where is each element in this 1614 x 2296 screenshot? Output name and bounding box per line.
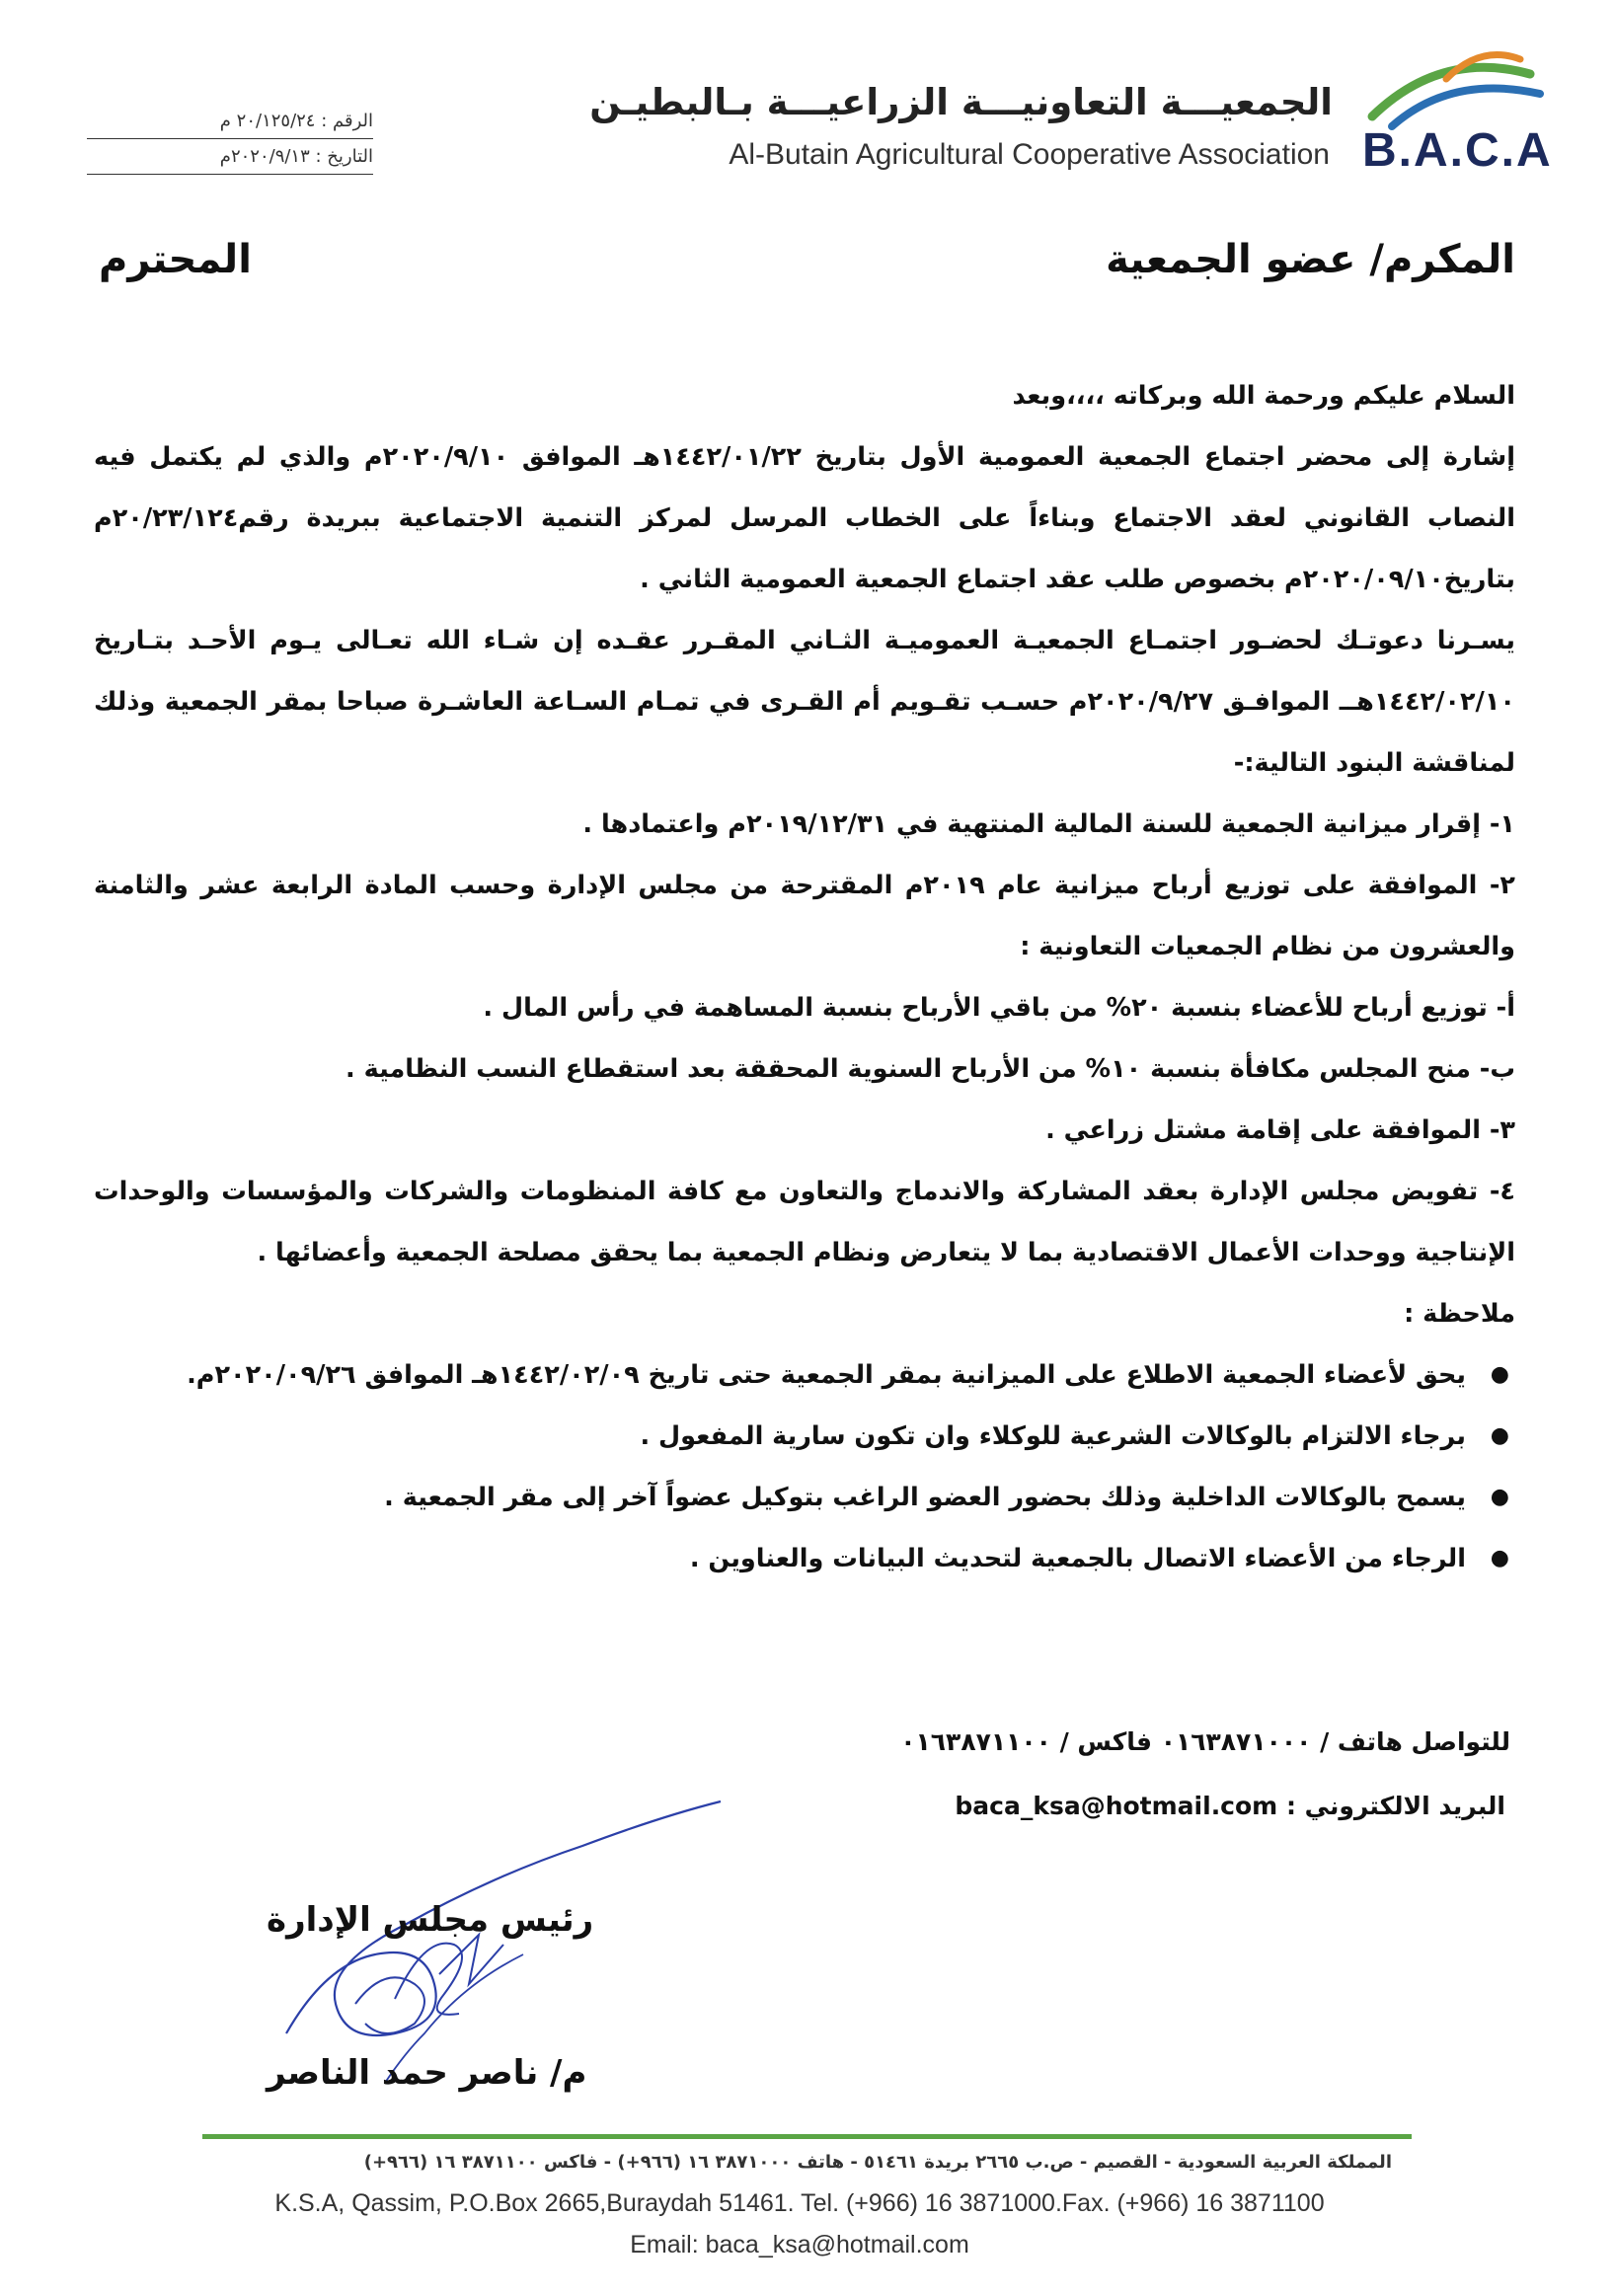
note-item: ● يسمح بالوكالات الداخلية وذلك بحضور العضو الراغب بتوكيل عضواً آخر إلى مقر الجمعية . bbox=[94, 1467, 1466, 1528]
agenda-item-2: ٢- الموافقة على توزيع أرباح ميزانية عام ٢٠١٩م المقترحة من مجلس الإدارة وحسب المادة الرابعة عشر والثامنة والعشرون من نظام الجمعيات التعاونية : bbox=[94, 871, 1515, 961]
contact-phone-fax: للتواصل هاتف / ٠١٦٣٨٧١٠٠٠ فاكس / ٠١٦٣٨٧١١٠٠ bbox=[900, 1727, 1510, 1756]
recipient-honorific: المحترم bbox=[99, 237, 252, 282]
greeting: السلام عليكم ورحمة الله وبركاته ،،،،وبعد bbox=[1012, 381, 1515, 411]
agenda-item-1: ١- إقرار ميزانية الجمعية للسنة المالية المنتهية في ٢٠١٩/١٢/٣١م واعتمادها . bbox=[582, 809, 1515, 839]
email-link[interactable]: baca_ksa@hotmail.com bbox=[955, 1792, 1278, 1820]
note-item: ● برجاء الالتزام بالوكالات الشرعية للوكلاء وان تكون سارية المفعول . bbox=[94, 1406, 1466, 1467]
org-abbreviation: B.A.C.A bbox=[1362, 124, 1553, 177]
footer-address-arabic: المملكة العربية السعودية - القصيم - ص.ب ٢٦٦٥ بريدة ٥١٤٦١ - هاتف ٣٨٧١٠٠٠ ١٦ (٩٦٦+) - فاكس ٣٨٧١١٠٠ ١٦ (٩٦٦+) bbox=[363, 2152, 1392, 2173]
agenda-item-2b: ب- منح المجلس مكافأة بنسبة ١٠% من الأرباح السنوية المحققة بعد استقطاع النسب النظامية . bbox=[346, 1054, 1515, 1084]
agenda-item-2a: أ- توزيع أرباح للأعضاء بنسبة ٢٠% من باقي الأرباح بنسبة المساهمة في رأس المال . bbox=[483, 993, 1515, 1023]
contact-email bbox=[955, 1792, 1505, 1820]
reference-number-underline bbox=[87, 138, 373, 139]
note-item: ● الرجاء من الأعضاء الاتصال بالجمعية لتحديث البيانات والعناوين . bbox=[94, 1528, 1466, 1589]
recipient-line: المكرم/ عضو الجمعية bbox=[1106, 237, 1515, 282]
signatory-title: رئيس مجلس الإدارة bbox=[267, 1900, 594, 1940]
notes-list bbox=[94, 1344, 1515, 1589]
email-label: البريد الالكتروني : bbox=[1285, 1792, 1505, 1820]
reference-date-underline bbox=[87, 174, 373, 175]
agenda-item-4: ٤- تفويض مجلس الإدارة بعقد المشاركة والاندماج والتعاون مع كافة المنظومات والشركات والمؤسسات والوحدات الإنتاجية ووحدات الأعمال الاقتصادية بما لا يتعارض ونظام الجمعية بما يحقق مصلحة الجمعية وأعضائها . bbox=[94, 1177, 1515, 1267]
org-name-english: Al-Butain Agricultural Cooperative Association bbox=[729, 138, 1330, 171]
agenda-item-3: ٣- الموافقة على إقامة مشتل زراعي . bbox=[1045, 1115, 1515, 1145]
paragraph-invitation: يسـرنا دعوتـك لحضـور اجتمـاع الجمعيـة العموميـة الثـاني المقـرر عقـده إن شـاء الله تعـالى يـوم الأحـد بتـاريخ ١٤٤٢/٠٢/١٠هــ الموافـق ٢٠٢٠/٩/٢٧م حسـب تقـويم أم القـرى في تمـام السـاعة العاشـرة صباحا بمقر الجمعية وذلك لمناقشة البنود التالية:- bbox=[94, 626, 1515, 778]
footer-divider bbox=[202, 2134, 1412, 2139]
reference-date: التاريخ : ٢٠٢٠/٩/١٣م bbox=[219, 146, 373, 167]
reference-number: الرقم : ٢٠/١٢٥/٢٤ م bbox=[219, 111, 373, 131]
footer-email: Email: baca_ksa@hotmail.com bbox=[630, 2231, 969, 2258]
signatory-name: م/ ناصر حمد الناصر bbox=[267, 2053, 587, 2093]
org-name-arabic: الجمعيـــة التعاونيـــة الزراعيـــة بـالبطيـن bbox=[589, 81, 1333, 123]
note-label: ملاحظة : bbox=[1404, 1299, 1515, 1329]
note-item: ● يحق لأعضاء الجمعية الاطلاع على الميزانية بمقر الجمعية حتى تاريخ ١٤٤٢/٠٢/٠٩هـ الموافق ٢٠٢٠/٠٩/٢٦م. bbox=[94, 1344, 1466, 1406]
letter-body bbox=[94, 365, 1515, 1589]
footer-address-english: K.S.A, Qassim, P.O.Box 2665,Buraydah 51461. Tel. (+966) 16 3871000.Fax. (+966) 16 3871100 bbox=[274, 2189, 1325, 2217]
paragraph-reference: إشارة إلى محضر اجتماع الجمعية العمومية الأول بتاريخ ١٤٤٢/٠١/٢٢هـ الموافق ٢٠٢٠/٩/١٠م والذي لم يكتمل فيه النصاب القانوني لعقد الاجتماع وبناءاً على الخطاب المرسل لمركز التنمية الاجتماعية ببريدة رقم٢٠/٢٣/١٢٤م بتاريخ٢٠٢٠/٠٩/١٠م بخصوص طلب عقد اجتماع الجمعية العمومية الثاني . bbox=[94, 442, 1515, 594]
